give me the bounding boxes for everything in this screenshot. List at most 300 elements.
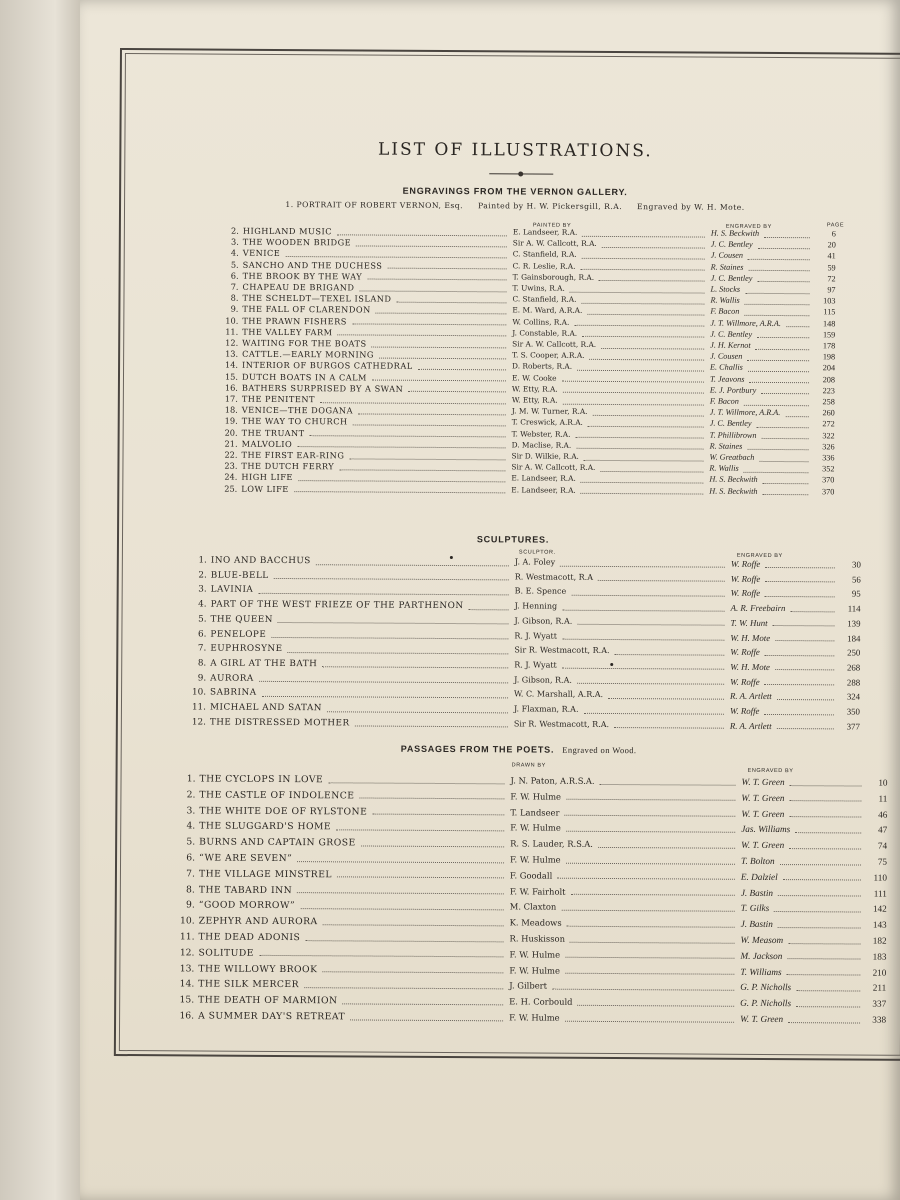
row-page-number: 350 [846, 706, 860, 717]
row-artist: B. E. Spence [514, 586, 567, 597]
row-number: 25. [224, 483, 238, 494]
vernon-row [120, 427, 900, 443]
row-title: BLUE-BELL [210, 570, 269, 581]
dot-leader [765, 580, 835, 582]
dot-leader [765, 595, 835, 597]
poets-row [117, 789, 897, 805]
vernon-row [121, 222, 900, 241]
row-page-number: 204 [822, 363, 836, 373]
title-ornament-rule [489, 173, 553, 174]
row-page-number: 377 [846, 721, 860, 732]
row-page-number: 198 [822, 352, 836, 362]
sculptures-row [118, 629, 898, 645]
row-number: 9. [197, 673, 207, 684]
dot-leader [758, 247, 810, 249]
row-page-number: 10 [878, 777, 888, 788]
row-title: CATTLE.—EARLY MORNING [242, 348, 375, 360]
row-artist: D. Maclise, R.A. [511, 440, 572, 450]
row-number: 16. [179, 1010, 195, 1022]
row-page-number: 268 [846, 662, 861, 673]
row-engraver: F. Bacon [710, 307, 740, 317]
dot-leader [589, 358, 704, 361]
dot-leader [371, 345, 506, 348]
dot-leader [599, 279, 705, 282]
row-page-number: 72 [827, 274, 836, 284]
row-page-number: 143 [872, 919, 887, 930]
dot-leader [761, 392, 809, 394]
dot-leader [271, 636, 508, 639]
row-artist: J. Henning [514, 601, 558, 611]
row-title: A SUMMER DAY'S RETREAT [198, 1010, 346, 1023]
dot-leader [598, 579, 725, 582]
row-engraver: W. T. Green [740, 1013, 784, 1025]
ink-speck [610, 663, 613, 666]
row-engraver: J. Bastin [740, 918, 773, 930]
row-engraver: M. Jackson [740, 950, 783, 961]
dot-leader [759, 460, 808, 462]
row-number: 13. [225, 348, 239, 359]
row-title: THE VALLEY FARM [242, 326, 333, 338]
dot-leader [339, 468, 505, 471]
row-engraver: T. Bolton [741, 855, 775, 867]
row-title: THE VILLAGE MINSTREL [198, 868, 333, 881]
row-page-number: 11 [878, 793, 888, 804]
vernon-row [120, 371, 900, 387]
row-artist: J. A. Foley [514, 557, 556, 567]
row-artist: F. W. Hulme [510, 822, 561, 834]
dot-leader [567, 925, 735, 928]
vernon-row [121, 270, 900, 286]
ink-speck [450, 556, 453, 559]
dot-leader [349, 457, 505, 460]
dot-leader [298, 479, 505, 482]
dot-leader [764, 654, 834, 656]
row-engraver: J. C. Bentley [709, 419, 752, 429]
vernon-row [119, 471, 899, 487]
dot-leader [764, 683, 834, 685]
row-page-number: 208 [822, 374, 836, 384]
vernon-row [119, 449, 899, 465]
row-artist: C. Stanfield, R.A. [512, 249, 577, 260]
row-title: THE FIRST EAR-RING [241, 449, 345, 461]
dot-leader [777, 727, 834, 729]
sculptures-row [119, 570, 899, 586]
row-title: THE WILLOWY BROOK [198, 963, 318, 975]
dot-leader [259, 680, 508, 684]
row-artist: C. R. Leslie, R.A. [512, 260, 576, 271]
row-title: THE PRAWN FISHERS [242, 315, 347, 326]
row-title: ZEPHYR AND AURORA [198, 915, 318, 928]
row-engraver: H. S. Beckwith [710, 228, 760, 238]
vernon-row [120, 303, 900, 319]
sculptures-row [118, 614, 898, 630]
dot-leader [562, 638, 724, 641]
row-title: THE FALL OF CLARENDON [242, 304, 371, 315]
row-engraver: W. H. Mote [730, 661, 771, 672]
row-engraver: W. Roffe [729, 705, 760, 716]
page-title: LIST OF ILLUSTRATIONS. [377, 139, 653, 162]
row-engraver: J. T. Willmore, A.R.A. [710, 318, 781, 328]
dot-leader [755, 347, 809, 349]
dot-leader [774, 910, 861, 913]
row-title: BURNS AND CAPTAIN GROSE [199, 836, 356, 849]
poets-row [117, 931, 897, 947]
dot-leader [582, 257, 705, 260]
row-artist: F. Goodall [509, 870, 553, 881]
row-number: 2. [186, 789, 196, 801]
row-engraver: H. S. Beckwith [709, 486, 758, 496]
row-number: 10. [225, 315, 239, 326]
row-artist: J. N. Paton, A.R.S.A. [510, 775, 595, 786]
poets-row [116, 947, 896, 963]
dot-leader [602, 246, 705, 249]
row-title: THE DUTCH FERRY [241, 460, 335, 472]
row-number: 5. [186, 836, 196, 848]
dot-leader [571, 893, 735, 896]
dot-leader [563, 391, 704, 394]
row-page-number: 148 [823, 318, 836, 328]
row-title: THE QUEEN [210, 614, 273, 625]
row-artist: J. Constable, R.A. [512, 328, 578, 338]
dot-leader [747, 359, 809, 361]
dot-leader [764, 713, 834, 715]
row-page-number: 74 [877, 840, 888, 851]
row-page-number: 95 [851, 588, 861, 599]
dot-leader [570, 290, 705, 293]
dot-leader [353, 423, 506, 426]
dot-leader [301, 907, 504, 910]
dot-leader [563, 402, 704, 405]
row-artist: J. Gibson, R.A. [514, 675, 572, 685]
dot-leader [337, 233, 507, 236]
col-head-sculpt-engraver: ENGRAVED BY [736, 552, 783, 560]
dot-leader [566, 798, 735, 801]
dot-leader [286, 255, 507, 258]
dot-leader [552, 988, 734, 991]
dot-leader [560, 564, 725, 567]
row-title: PART OF THE WEST FRIEZE OF THE PARTHENON [210, 599, 464, 612]
row-engraver: A. R. Freebairn [730, 602, 786, 614]
row-title: THE WOODEN BRIDGE [242, 236, 352, 248]
dot-leader [327, 710, 508, 713]
sculptures-row [118, 673, 898, 689]
dot-leader [323, 923, 504, 926]
row-page-number: 139 [847, 618, 861, 629]
sculptures-row [118, 658, 898, 674]
dot-leader [294, 490, 505, 493]
row-engraver: W. Roffe [730, 558, 761, 569]
row-artist: T. Gainsborough, R.A. [512, 272, 595, 282]
poets-row [117, 915, 897, 931]
dot-leader [565, 956, 734, 959]
dot-leader [350, 1018, 503, 1021]
dot-leader [788, 1021, 860, 1023]
dot-leader [375, 312, 506, 315]
dot-leader [582, 335, 704, 338]
dot-leader [777, 698, 834, 700]
row-artist: Sir R. Westmacott, R.A. [513, 719, 610, 729]
row-page-number: 56 [851, 574, 861, 585]
row-title: THE SLUGGARD'S HOME [199, 820, 332, 833]
row-page-number: 322 [822, 430, 835, 440]
row-page-number: 370 [822, 475, 835, 485]
row-title: BATHERS SURPRISED BY A SWAN [241, 382, 404, 394]
dot-leader [329, 781, 505, 784]
dot-leader [359, 797, 504, 800]
row-number: 16. [224, 382, 238, 393]
dot-leader [322, 970, 503, 973]
row-page-number: 159 [822, 330, 836, 340]
vernon-heading-text: ENGRAVINGS FROM THE VERNON GALLERY. [402, 185, 628, 198]
row-title: MALVOLIO [241, 438, 293, 449]
row-number: 15. [224, 371, 239, 382]
row-page-number: 211 [872, 983, 887, 994]
row-title: THE PENITENT [241, 393, 316, 405]
row-page-number: 324 [846, 691, 861, 702]
row-engraver: J. C. Bentley [710, 239, 753, 250]
dot-leader [581, 268, 705, 271]
row-engraver: R. A. Artlett [729, 720, 772, 731]
row-engraver: W. T. Green [741, 776, 785, 788]
row-artist: Sir A. W. Callcott, R.A. [511, 462, 596, 473]
row-number: 11. [191, 702, 207, 713]
row-artist: Sir R. Westmacott, R.A. [514, 645, 610, 656]
row-engraver: E. Dalziel [740, 871, 778, 882]
sculptures-heading-text: SCULPTURES. [476, 534, 550, 545]
sculptures-row [118, 687, 898, 703]
poets-section-heading [401, 744, 637, 755]
row-number: 1. [186, 773, 196, 785]
row-number: 9. [185, 899, 195, 911]
row-engraver: W. Roffe [730, 588, 761, 599]
dot-leader [577, 447, 704, 450]
row-title: LOW LIFE [241, 483, 289, 494]
dot-leader [748, 258, 810, 260]
dot-leader [762, 482, 808, 484]
row-page-number: 183 [872, 951, 887, 962]
row-page-number: 326 [822, 442, 835, 452]
row-engraver: J. C. Bentley [710, 273, 753, 283]
row-engraver: L. Stocks [710, 284, 741, 294]
row-artist: J. Gibson, R.A. [514, 616, 573, 626]
dot-leader [580, 481, 703, 484]
row-page-number: 178 [822, 341, 836, 351]
dot-leader [608, 697, 724, 700]
row-artist: T. Webster, R.A. [511, 428, 571, 439]
dot-leader [614, 726, 724, 729]
row-artist: W. Collins, R.A. [512, 316, 570, 327]
row-number: 11. [225, 326, 239, 337]
row-title: SANCHO AND THE DUCHESS [242, 259, 383, 271]
poets-row [117, 868, 897, 884]
row-page-number: 250 [847, 647, 861, 658]
col-head-page: PAGE [826, 222, 845, 229]
dot-leader [287, 651, 508, 654]
dot-leader [762, 437, 809, 439]
poets-row [116, 994, 896, 1010]
poets-row [116, 963, 896, 979]
row-artist: E. Landseer, R.A. [512, 227, 578, 237]
row-title: SOLITUDE [198, 947, 255, 959]
row-title: EUPHROSYNE [210, 643, 283, 655]
row-number: 10. [192, 687, 207, 698]
row-number: 22. [224, 449, 238, 460]
featured-engraver: Engraved by W. H. Mote. [637, 202, 745, 212]
row-number: 7. [197, 643, 207, 654]
dot-leader [757, 426, 809, 428]
dot-leader [795, 831, 861, 833]
row-engraver: E. Challis [710, 363, 743, 373]
vernon-row [121, 259, 900, 275]
dot-leader [778, 926, 861, 929]
row-artist: E. W. Cooke [511, 372, 557, 383]
row-engraver: H. S. Beckwith [709, 474, 758, 485]
poets-row [117, 884, 897, 900]
dot-leader [342, 1002, 503, 1005]
row-number: 7. [230, 281, 239, 292]
dot-leader [786, 415, 809, 417]
row-page-number: 258 [822, 397, 835, 407]
dot-leader [772, 624, 834, 626]
col-head-painter: PAINTED BY [532, 222, 572, 229]
row-engraver: W. Measom [740, 934, 784, 946]
dot-leader [557, 877, 735, 880]
dot-leader [361, 844, 504, 847]
dot-leader [581, 302, 704, 305]
row-page-number: 103 [823, 296, 836, 306]
row-number: 24. [224, 472, 238, 483]
dot-leader [418, 368, 506, 371]
row-artist: T. Uwins, R.A. [512, 283, 565, 293]
dot-leader [336, 828, 504, 831]
row-title: THE SCHELDT—TEXEL ISLAND [242, 292, 392, 304]
row-title: AURORA [210, 673, 254, 684]
row-artist: J. Flaxman, R.A. [513, 704, 579, 714]
row-number: 21. [224, 438, 238, 449]
dot-leader [563, 608, 725, 611]
row-page-number: 352 [822, 464, 835, 474]
row-artist: D. Roberts, R.A. [512, 361, 573, 372]
dot-leader [274, 577, 509, 580]
row-title: THE BROOK BY THE WAY [242, 270, 363, 282]
row-title: “WE ARE SEVEN” [199, 852, 293, 865]
dot-leader [277, 621, 508, 624]
dot-leader [577, 682, 724, 685]
vernon-row [121, 236, 900, 252]
dot-leader [757, 336, 809, 338]
row-page-number: 336 [822, 453, 835, 463]
row-artist: R. J. Wyatt [514, 660, 557, 670]
dot-leader [789, 847, 861, 849]
dot-leader [570, 940, 735, 943]
row-page-number: 272 [822, 419, 835, 429]
row-title: THE SILK MERCER [198, 978, 300, 991]
row-title: THE CASTLE OF INDOLENCE [199, 789, 355, 802]
dot-leader [372, 379, 506, 382]
row-engraver: J. Cousen [710, 251, 744, 261]
dot-leader [388, 267, 507, 270]
row-artist: R. J. Wyatt [514, 630, 557, 641]
row-engraver: R. Staines [710, 262, 744, 272]
row-title: INO AND BACCHUS [210, 555, 311, 567]
row-engraver: R. Staines [709, 441, 743, 451]
row-engraver: Jas. Williams [741, 824, 791, 835]
dot-leader [316, 563, 509, 566]
row-artist: R. Huskisson [509, 933, 566, 944]
row-engraver: W. T. Green [741, 839, 785, 851]
row-number: 14. [179, 978, 195, 990]
sculptures-row [118, 643, 898, 659]
poets-row [117, 852, 897, 868]
row-number: 12. [225, 337, 239, 348]
row-number: 4. [198, 599, 207, 610]
dot-leader [791, 610, 835, 612]
row-artist: F. W. Hulme [509, 949, 561, 960]
row-title: DUTCH BOATS IN A CALM [241, 371, 367, 383]
vernon-row [120, 404, 900, 420]
row-engraver: R. Wallis [709, 463, 739, 473]
dot-leader [783, 878, 861, 880]
dot-leader [601, 347, 704, 350]
dot-leader [408, 390, 506, 393]
row-number: 8. [186, 884, 195, 896]
dot-leader [566, 861, 735, 864]
row-page-number: 47 [878, 825, 888, 836]
dot-leader [360, 289, 507, 292]
col-head-engraver: ENGRAVED BY [725, 223, 772, 230]
dot-leader [337, 876, 504, 879]
row-artist: E. Landseer, R.A. [511, 484, 576, 495]
dot-leader [562, 667, 724, 670]
poets-row [118, 773, 898, 789]
row-engraver: G. P. Nicholls [740, 997, 792, 1009]
row-artist: R. Westmacott, R.A [514, 572, 594, 582]
row-page-number: 260 [822, 408, 835, 418]
dot-leader [744, 303, 809, 305]
sculptures-row [118, 702, 898, 718]
dot-leader [358, 412, 506, 415]
dot-leader [600, 783, 736, 786]
dot-leader [789, 942, 861, 944]
row-engraver: W. Roffe [730, 646, 760, 658]
dot-leader [577, 623, 724, 626]
row-number: 10. [180, 915, 195, 927]
page-border-frame [114, 48, 900, 1061]
row-page-number: 97 [827, 285, 836, 295]
row-number: 6. [197, 628, 207, 640]
featured-painter: Painted by H. W. Pickersgill, R.A. [477, 201, 623, 212]
dot-leader [304, 986, 503, 989]
dot-leader [368, 278, 507, 281]
row-engraver: F. Bacon [709, 396, 739, 406]
row-engraver: T. W. Hunt [730, 617, 768, 628]
book-page [80, 0, 900, 1200]
dot-leader [580, 492, 703, 495]
featured-title: 1. PORTRAIT OF ROBERT VERNON, Esq. [285, 200, 464, 211]
row-number: 12. [191, 717, 206, 728]
row-number: 8. [230, 292, 239, 303]
row-page-number: 288 [846, 677, 861, 688]
row-engraver: T. Gilks [740, 903, 770, 914]
row-artist: E. Landseer, R.A. [511, 473, 576, 484]
row-artist: W. Etty, R.A. [511, 384, 558, 394]
dot-leader [298, 445, 506, 448]
row-engraver: G. P. Nicholls [740, 982, 792, 993]
row-title: WAITING FOR THE BOATS [242, 337, 367, 349]
dot-leader [765, 566, 835, 568]
row-engraver: J. H. Kernot [710, 340, 751, 350]
dot-leader [744, 403, 809, 405]
